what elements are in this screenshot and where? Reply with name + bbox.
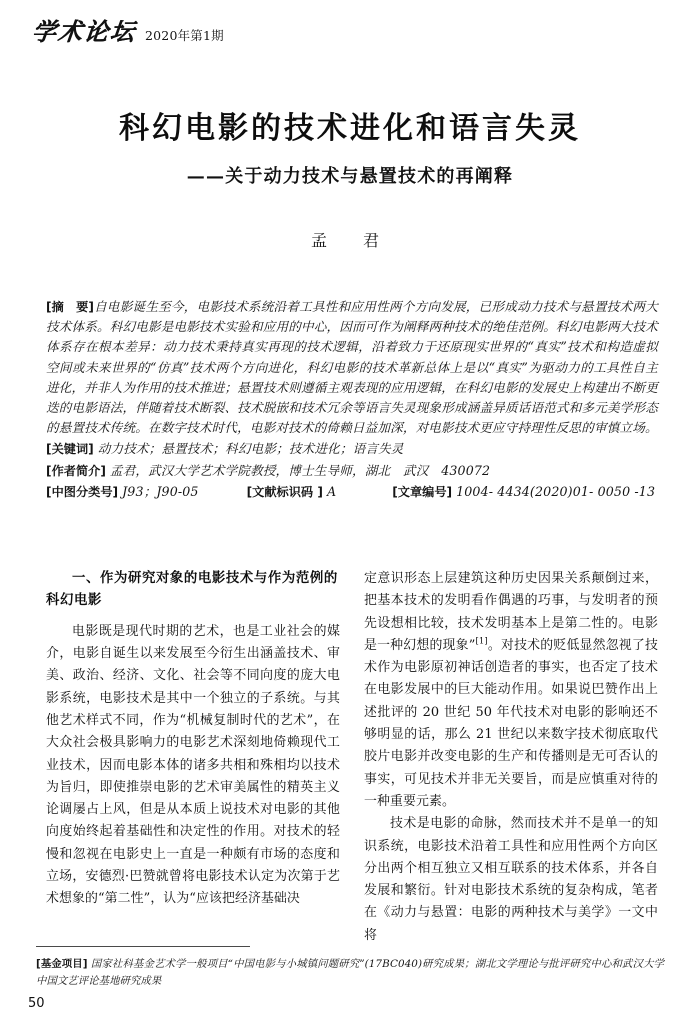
citation-marker: [1] xyxy=(475,636,488,647)
body-paragraph: 技术是电影的命脉，然而技术并不是单一的知识系统，电影技术沿着工具性和应用性两个方向区分出两个相互独立又相互联系的技术体系，并各自发展和繁衍。针对电影技术系统的复杂构成，笔者在《动力与悬置：电影的两种技术与美学》一文中将 xyxy=(364,816,658,943)
right-column xyxy=(364,568,658,943)
author-bio-label: [作者简介] xyxy=(46,463,106,478)
title-block xyxy=(0,110,700,251)
issue-label: 2020年第1期 xyxy=(145,28,224,43)
funding-text: 国家社科基金艺术学一般项目“中国电影与小城镇问题研究”(17BC040)研究成果；湖北文学理论与批评研究中心和武汉大学中国文艺评论基地研究成果 xyxy=(36,958,664,988)
author-bio-value: 孟君，武汉大学艺术学院教授，博士生导师，湖北 武汉 430072 xyxy=(109,462,491,478)
identifiers-row xyxy=(46,482,658,502)
keywords-row xyxy=(46,439,658,459)
funding-label: [基金项目] xyxy=(36,958,88,970)
footnote-label-wrap xyxy=(36,958,664,987)
author-name: 孟 君 xyxy=(310,230,389,250)
footnote-block xyxy=(36,956,664,991)
page-number: 50 xyxy=(28,996,45,1011)
body-columns xyxy=(46,568,658,943)
masthead xyxy=(30,17,224,46)
document-code-value: A xyxy=(326,483,337,499)
article-id-label: [文章编号] xyxy=(392,484,453,499)
left-column xyxy=(46,568,340,936)
keywords-value: 动力技术；悬置技术；科幻电影；技术进化；语言失灵 xyxy=(97,441,404,457)
clc-label: [中图分类号] xyxy=(46,484,119,499)
page-subtitle: ——关于动力技术与悬置技术的再阐释 xyxy=(186,165,514,187)
author-bio-row xyxy=(46,461,658,481)
document-code-label: [文献标识码 ] xyxy=(246,484,323,499)
body-paragraph xyxy=(364,568,658,813)
section-heading: 一、作为研究对象的电影技术与作为范例的科幻电影 xyxy=(46,571,338,609)
body-text-pre: 定意识形态上层建筑这种历史因果关系颠倒过来，把基本技术的发明看作偶遇的巧事，与发明者的预先设想相比较，技术发明基本上是第二性的。电影是一种幻想的现象” xyxy=(364,571,658,653)
abstract-text: 自电影诞生至今，电影技术系统沿着工具性和应用性两个方向发展，已形成动力技术与悬置技术两大技术体系。科幻电影是电影技术实验和应用的中心，因而可作为阐释两种技术的绝佳范例。科幻电影两大技术体系存在根本差异：动力技术秉持真实再现的技术逻辑，沿着致力于还原现实世界的“真实”技术和构造虚拟空间或未来世界的“仿真”技术两个方向进化，科幻电影的技术革新总体上是以“真实”为驱动力的工具性自主进化，并非人为作用的技术推进；悬置技术则遵循主观表现的应用逻辑，在科幻电影的发展史上构建出不断更迭的电影语法，伴随着技术断裂、技术脱嵌和技术冗余等语言失灵现象形成涵盖异质话语范式和多元美学形态的悬置技术传统。在数字技术时代，电影对技术的倚赖日益加深，对电影技术更应守持理性反思的审慎立场。 xyxy=(46,299,658,436)
journal-logo: 学术论坛 xyxy=(30,17,138,46)
keywords-label: [关键词] xyxy=(46,442,94,457)
clc-value: J93；J90-05 xyxy=(122,483,199,499)
article-id-value: 1004- 4434(2020)01- 0050 -13 xyxy=(456,483,656,499)
abstract-label: [摘 要] xyxy=(46,300,94,314)
metadata-block xyxy=(46,297,658,502)
page-title: 科幻电影的技术进化和语言失灵 xyxy=(119,111,581,146)
footnote-divider xyxy=(36,946,250,947)
body-text-post: 。对技术的贬低显然忽视了技术作为电影原初神话创造者的事实，也否定了技术在电影发展中的巨大能动作用。如果说巴赞作出上述批评的 20 世纪 50 年代技术对电影的影响还不够明显的话，那么 21 世纪以来数字技术彻底取代胶片电影并改变电影的生产和传播则是无可否认的事实，可见技术并非无关要旨，而是应慎重对待的一种重要元素。 xyxy=(364,637,658,809)
body-paragraph: 电影既是现代时期的艺术，也是工业社会的媒介，电影自诞生以来发展至今衍生出涵盖技术、审美、政治、经济、文化、社会等不同向度的庞大电影系统，电影技术是其中一个独立的子系统。与其他艺术样式不同，作为“机械复制时代的艺术”，在大众社会极具影响力的电影艺术深刻地倚赖现代工业技术，因而电影本体的诸多共相和殊相均以技术为旨归，即使推崇电影的艺术审美属性的精英主义论调屡占上风，但是从本质上说技术对电影的其他向度始终起着基础性和决定性的作用。对技术的轻慢和忽视在电影史上一直是一种颇有市场的态度和立场，安德烈·巴赞就曾将电影技术认定为次第于艺术想象的“第二性”，认为“应该把经济基础决 xyxy=(46,623,340,907)
abstract-paragraph xyxy=(46,297,658,438)
